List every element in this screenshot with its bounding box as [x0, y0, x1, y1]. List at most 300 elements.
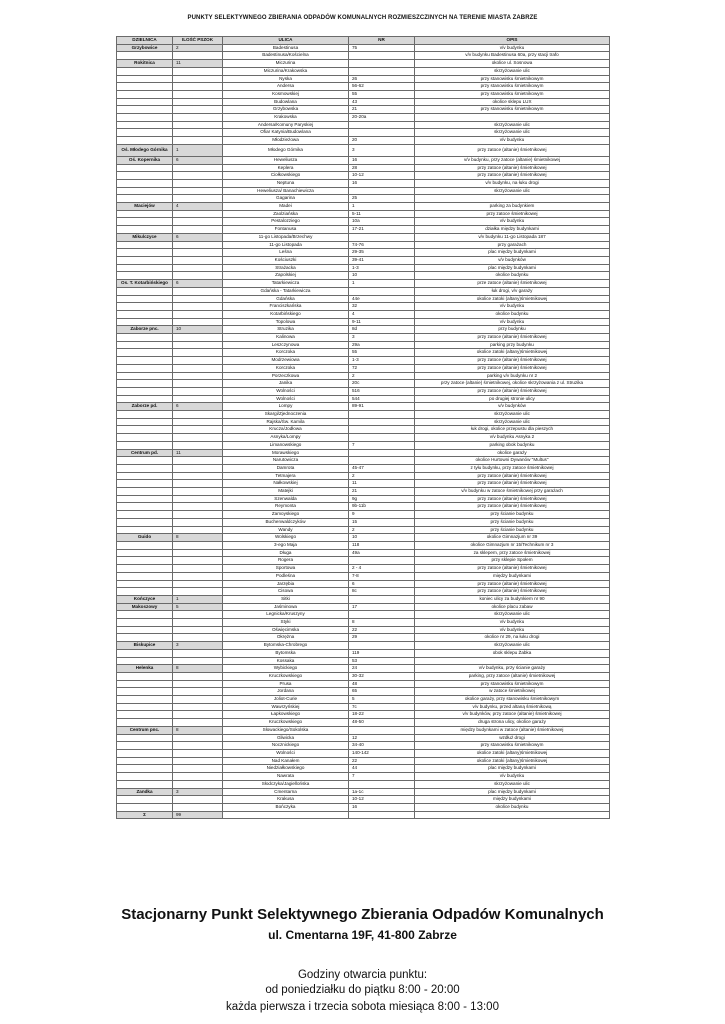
cell-opis: przy stanowisku śmietnikowym [415, 106, 610, 114]
cell-ulica: Madei [223, 203, 349, 211]
table-row [117, 144, 610, 156]
table-row [117, 649, 610, 657]
cell-ilosc [173, 187, 223, 195]
cell-dzielnica [117, 649, 173, 657]
table-row [117, 711, 610, 719]
cell-nr [349, 426, 415, 434]
table-row [117, 218, 610, 226]
cell-ilosc: 6 [173, 156, 223, 164]
cell-opis: obok sklepu Żabka [415, 649, 610, 657]
cell-ilosc [173, 696, 223, 704]
cell-dzielnica [117, 542, 173, 550]
cell-dzielnica [117, 179, 173, 187]
cell-opis: v/v budynku [415, 318, 610, 326]
cell-opis: okolice garaży, przy stanowisku śmietnikowym [415, 696, 610, 704]
cell-ilosc [173, 164, 223, 172]
cell-opis: przy stanowisku śmietnikowym [415, 90, 610, 98]
table-row [117, 137, 610, 145]
cell-nr: 4 [349, 310, 415, 318]
cell-ulica: Miczurina [223, 60, 349, 68]
cell-nr: 9 [349, 511, 415, 519]
cell-ilosc: 1 [173, 595, 223, 603]
cell-nr: 7 [349, 773, 415, 781]
cell-dzielnica [117, 195, 173, 203]
cell-dzielnica [117, 511, 173, 519]
cell-nr: 44 [349, 765, 415, 773]
cell-opis: przy zatoce (altanie) śmietnikowej [415, 503, 610, 511]
table-row [117, 511, 610, 519]
cell-opis: parking, przy zatoce (altanie) śmietnikowej [415, 672, 610, 680]
cell-dzielnica [117, 526, 173, 534]
cell-ilosc [173, 195, 223, 203]
table-row [117, 67, 610, 75]
cell-ulica: Andersa/Komuny Paryskiej [223, 121, 349, 129]
cell-opis: v/v budynków [415, 256, 610, 264]
table-row [117, 310, 610, 318]
table-row [117, 719, 610, 727]
cell-nr [349, 611, 415, 619]
cell-nr [349, 411, 415, 419]
cell-ulica: Neptuna [223, 179, 349, 187]
cell-nr: 34-40 [349, 742, 415, 750]
cell-ilosc [173, 349, 223, 357]
cell-opis: przy zatoce (altanie) śmietnikowej [415, 565, 610, 573]
cell-dzielnica: Kończyce [117, 595, 173, 603]
cell-opis: v/v budynków [415, 403, 610, 411]
cell-ilosc [173, 780, 223, 788]
cell-opis: okolice nr 29, na łuku drogi [415, 634, 610, 642]
cell-nr: 2 [349, 526, 415, 534]
cell-opis: skrzyżowanie ulic [415, 187, 610, 195]
cell-nr: 75 [349, 44, 415, 52]
cell-opis: przy zatoce (altanie) śmietnikowej [415, 588, 610, 596]
cell-opis: skrzyżowanie ulic [415, 611, 610, 619]
cell-dzielnica [117, 264, 173, 272]
cell-dzielnica [117, 518, 173, 526]
table-row [117, 121, 610, 129]
table-row [117, 472, 610, 480]
cell-nr: 43 [349, 98, 415, 106]
cell-ilosc [173, 303, 223, 311]
table-row [117, 542, 610, 550]
cell-ilosc [173, 480, 223, 488]
cell-ulica: Budowlana [223, 98, 349, 106]
footer-address: ul. Cmentarna 19F, 41-800 Zabrze [268, 928, 457, 942]
table-row [117, 495, 610, 503]
cell-opis: okolice garaży [415, 449, 610, 457]
cell-nr: 45-47 [349, 464, 415, 472]
cell-dzielnica [117, 256, 173, 264]
cell-dzielnica [117, 411, 173, 419]
cell-ulica: Struzika [223, 326, 349, 334]
cell-ulica: Leśna [223, 249, 349, 257]
cell-ulica: Kruczkowskiego [223, 719, 349, 727]
table-row [117, 657, 610, 665]
cell-dzielnica [117, 580, 173, 588]
table-row [117, 734, 610, 742]
cell-ilosc [173, 742, 223, 750]
cell-ulica: Cmentarna [223, 788, 349, 796]
table-row [117, 164, 610, 172]
table-row [117, 98, 610, 106]
cell-opis: okolice Gimnazjum nr 39 [415, 534, 610, 542]
cell-ilosc [173, 488, 223, 496]
cell-ulica: Kruczkowskiego [223, 672, 349, 680]
cell-dzielnica: Oś. Młodego Górnika [117, 144, 173, 156]
cell-dzielnica [117, 434, 173, 442]
cell-dzielnica: Maciejów [117, 203, 173, 211]
cell-ilosc [173, 172, 223, 180]
cell-dzielnica: Biskupice [117, 642, 173, 650]
cell-ilosc [173, 796, 223, 804]
cell-ulica: Janika [223, 380, 349, 388]
cell-opis: parking przy budynku [415, 341, 610, 349]
cell-ilosc [173, 426, 223, 434]
cell-ulica: Sportowa [223, 565, 349, 573]
cell-dzielnica [117, 90, 173, 98]
table-row [117, 688, 610, 696]
table-row [117, 765, 610, 773]
cell-ulica: Okrężna [223, 634, 349, 642]
table-row [117, 503, 610, 511]
cell-ulica: Kalinowa [223, 334, 349, 342]
cell-ulica: Limanowskiego [223, 441, 349, 449]
cell-ilosc [173, 703, 223, 711]
table-row [117, 272, 610, 280]
cell-dzielnica [117, 187, 173, 195]
cell-nr: 8 [349, 619, 415, 627]
cell-ulica: Grzybowska [223, 106, 349, 114]
cell-opis: okolice Gimnazjum nr 15/Technikum nr 3 [415, 542, 610, 550]
cell-ulica: Jordana [223, 688, 349, 696]
table-row [117, 634, 610, 642]
cell-dzielnica [117, 572, 173, 580]
cell-nr: 118 [349, 542, 415, 550]
cell-nr: 11 [349, 480, 415, 488]
cell-dzielnica [117, 83, 173, 91]
table-row [117, 580, 610, 588]
cell-ilosc: 11 [173, 449, 223, 457]
cell-ilosc: 8 [173, 665, 223, 673]
cell-opis: v/v budynku, przy zatoce (altanie) śmietnikowej [415, 156, 610, 164]
cell-ulica: 3-ego Maja [223, 542, 349, 550]
table-row [117, 114, 610, 122]
cell-dzielnica [117, 372, 173, 380]
cell-nr: 26 [349, 75, 415, 83]
cell-opis: parking obok budynku [415, 441, 610, 449]
cell-dzielnica [117, 634, 173, 642]
table-header-row [117, 37, 610, 45]
cell-ilosc [173, 114, 223, 122]
cell-dzielnica [117, 67, 173, 75]
table-row [117, 357, 610, 365]
cell-opis: przy stanowisku śmietnikowym [415, 680, 610, 688]
table-row [117, 106, 610, 114]
cell-ilosc [173, 572, 223, 580]
cell-nr: 2 [349, 372, 415, 380]
cell-ulica: Franciszkańska [223, 303, 349, 311]
cell-ulica: Reymonta [223, 503, 349, 511]
cell-opis: przy zatoce (altanie) śmietnikowej [415, 334, 610, 342]
cell-ilosc [173, 83, 223, 91]
cell-ilosc [173, 634, 223, 642]
cell-opis: działka między budynkami [415, 226, 610, 234]
cell-opis: przy sklepie Społem [415, 557, 610, 565]
cell-dzielnica [117, 341, 173, 349]
table-row [117, 295, 610, 303]
cell-dzielnica [117, 75, 173, 83]
cell-nr: 44e [349, 295, 415, 303]
cell-ulica: Keplera [223, 164, 349, 172]
cell-nr: 8d [349, 326, 415, 334]
table-row [117, 83, 610, 91]
table-row [117, 44, 610, 52]
cell-opis: z tyłu budynku, przy zatoce śmietnikowej [415, 464, 610, 472]
cell-ilosc [173, 472, 223, 480]
cell-opis: okolice budynku [415, 272, 610, 280]
cell-nr [349, 233, 415, 241]
cell-ulica: Gliwicka [223, 734, 349, 742]
cell-ilosc [173, 803, 223, 811]
cell-ulica: 11-go Listopada/Brzechwy [223, 233, 349, 241]
cell-ulica: Nałkowskiej [223, 480, 349, 488]
cell-ulica: Wolskiego [223, 534, 349, 542]
cell-ilosc: 6 [173, 280, 223, 288]
table-row [117, 441, 610, 449]
footer-title: Stacjonarny Punkt Selektywnego Zbierania Odpadów Komunalnych [121, 906, 604, 923]
cell-ulica: Nad Kanałem [223, 757, 349, 765]
cell-ilosc [173, 611, 223, 619]
cell-ilosc [173, 619, 223, 627]
cell-ilosc: 11 [173, 60, 223, 68]
cell-nr: 74-76 [349, 241, 415, 249]
cell-ulica: Szenwalda [223, 495, 349, 503]
cell-dzielnica [117, 626, 173, 634]
cell-ulica: Heweliusza/ Banachiewicza [223, 187, 349, 195]
cell-opis: v/v budynku 11-go Listopada 187 [415, 233, 610, 241]
cell-ilosc [173, 749, 223, 757]
cell-nr: 16 [349, 803, 415, 811]
cell-opis: przy garażach [415, 241, 610, 249]
cell-ilosc [173, 264, 223, 272]
cell-ilosc [173, 90, 223, 98]
table-row [117, 757, 610, 765]
cell-nr: 8c [349, 588, 415, 596]
cell-ulica: Bończyka [223, 803, 349, 811]
cell-nr [349, 60, 415, 68]
cell-dzielnica [117, 226, 173, 234]
table-row [117, 626, 610, 634]
cell-ulica: Badestinusa [223, 44, 349, 52]
cell-ilosc [173, 380, 223, 388]
cell-ulica: Jaśminowa [223, 603, 349, 611]
cell-opis: skrzyżowanie ulic [415, 642, 610, 650]
cell-nr [349, 52, 415, 60]
cell-nr: 17-21 [349, 226, 415, 234]
cell-ulica: Morawskiego [223, 449, 349, 457]
table-row [117, 488, 610, 496]
cell-ulica: Oświęcimska [223, 626, 349, 634]
cell-opis: okolice sklepu LUX [415, 98, 610, 106]
cell-opis: łuk drogi, v/v garaży [415, 287, 610, 295]
cell-nr: 21 [349, 106, 415, 114]
cell-dzielnica [117, 364, 173, 372]
cell-opis: v/v budynku [415, 773, 610, 781]
table-row [117, 387, 610, 395]
table-row [117, 680, 610, 688]
table-row [117, 588, 610, 596]
cell-ilosc [173, 734, 223, 742]
cell-ilosc [173, 711, 223, 719]
cell-ilosc [173, 295, 223, 303]
cell-dzielnica [117, 480, 173, 488]
cell-dzielnica [117, 380, 173, 388]
cell-nr: 2 [349, 472, 415, 480]
cell-ilosc [173, 765, 223, 773]
cell-ilosc [173, 773, 223, 781]
cell-nr [349, 287, 415, 295]
cell-ulica: Rogera [223, 557, 349, 565]
cell-nr: 544 [349, 395, 415, 403]
cell-opis: v/v budynku [415, 619, 610, 627]
cell-nr: 140-142 [349, 749, 415, 757]
cell-dzielnica [117, 418, 173, 426]
cell-nr: 16 [349, 179, 415, 187]
cell-ilosc: 10 [173, 326, 223, 334]
cell-ulica: Badestinusa/Kościelna [223, 52, 349, 60]
cell-ulica: Nocznickiego [223, 742, 349, 750]
cell-ulica: Andersa [223, 83, 349, 91]
cell-opis: skrzyżowanie ulic [415, 121, 610, 129]
cell-dzielnica [117, 172, 173, 180]
cell-ulica: Joliot-Curie [223, 696, 349, 704]
cell-ulica: Młodzieżowa [223, 137, 349, 145]
table-row [117, 341, 610, 349]
header-ilosc-pszok: ILOŚĆ PSZOK [173, 37, 223, 45]
cell-dzielnica: Grzybowice [117, 44, 173, 52]
cell-ilosc: 8 [173, 726, 223, 734]
cell-nr [349, 434, 415, 442]
cell-nr: 20c [349, 380, 415, 388]
cell-nr [349, 67, 415, 75]
cell-nr: 29a [349, 341, 415, 349]
cell-ulica: Młodego Górnika [223, 144, 349, 156]
cell-ulica: Tatarkiewicza [223, 280, 349, 288]
cell-nr: 516 [349, 387, 415, 395]
cell-ulica: Bytomska-Chrobrego [223, 642, 349, 650]
header-opis: OPIS [415, 37, 610, 45]
cell-ilosc [173, 121, 223, 129]
table-row [117, 280, 610, 288]
cell-nr: 10-12 [349, 172, 415, 180]
cell-dzielnica [117, 557, 173, 565]
cell-ilosc [173, 256, 223, 264]
cell-dzielnica [117, 114, 173, 122]
table-row [117, 742, 610, 750]
table-row [117, 565, 610, 573]
cell-nr [349, 726, 415, 734]
cell-ilosc [173, 129, 223, 137]
cell-dzielnica [117, 349, 173, 357]
cell-nr: 7 [349, 441, 415, 449]
cell-opis: skrzyżowanie ulic [415, 418, 610, 426]
table-row [117, 703, 610, 711]
cell-dzielnica [117, 464, 173, 472]
cell-ulica: Buchenwaldczyków [223, 518, 349, 526]
table-row [117, 788, 610, 796]
cell-dzielnica [117, 52, 173, 60]
table-row [117, 595, 610, 603]
table-row [117, 349, 610, 357]
cell-dzielnica [117, 98, 173, 106]
cell-ilosc [173, 588, 223, 596]
table-row [117, 60, 610, 68]
header-dzielnica: DZIELNICA [117, 37, 173, 45]
cell-opis: v/v budynku [415, 44, 610, 52]
cell-opis: okolice ul. Sosnowa [415, 60, 610, 68]
cell-ilosc [173, 372, 223, 380]
table-row [117, 796, 610, 804]
cell-opis: druga strona ulicy, okolice garaży [415, 719, 610, 727]
cell-nr: 24 [349, 665, 415, 673]
cell-ulica: Asnyka/Lompy [223, 434, 349, 442]
cell-ilosc [173, 457, 223, 465]
cell-dzielnica: Zandka [117, 788, 173, 796]
cell-ilosc [173, 210, 223, 218]
cell-dzielnica [117, 387, 173, 395]
cell-nr [349, 595, 415, 603]
cell-opis: przy ścianie budynku [415, 518, 610, 526]
cell-opis: plac między budynkami [415, 788, 610, 796]
cell-opis: v/v budynku [415, 218, 610, 226]
cell-opis: przy zatoce (altanie) śmietnikowej, okolice skrzyżowania z ul. Struzika [415, 380, 610, 388]
cell-nr: 39-41 [349, 256, 415, 264]
cell-nr: 25 [349, 195, 415, 203]
cell-ilosc [173, 179, 223, 187]
cell-dzielnica [117, 106, 173, 114]
cell-ulica: Wawrzyńskiej [223, 703, 349, 711]
cell-ilosc [173, 67, 223, 75]
cell-nr: 48-50 [349, 719, 415, 727]
cell-dzielnica: Rokitnica [117, 60, 173, 68]
cell-dzielnica [117, 272, 173, 280]
cell-nr: 12 [349, 734, 415, 742]
cell-opis: łuk drogi, okolice przepustu dla pieszych [415, 426, 610, 434]
cell-opis [415, 195, 610, 203]
cell-ilosc [173, 688, 223, 696]
table-row [117, 264, 610, 272]
cell-ulica: Zaolziańska [223, 210, 349, 218]
footer-hours-saturday: każda pierwsza i trzecia sobota miesiąca 8:00 - 13:00 [226, 1001, 499, 1013]
cell-dzielnica [117, 657, 173, 665]
cell-opis: v/v budynków, przy zatoce (altanie) śmietnikowej [415, 711, 610, 719]
cell-ulica: Wandy [223, 526, 349, 534]
cell-ulica: Kościuszki [223, 256, 349, 264]
cell-ilosc [173, 387, 223, 395]
footer-hours-title: Godziny otwarcia punktu: [297, 969, 428, 981]
cell-ilosc [173, 241, 223, 249]
cell-opis: v/v budynku, przy ścianie garaży [415, 665, 610, 673]
cell-dzielnica: Mikulczyce [117, 233, 173, 241]
cell-opis: przy budynku [415, 326, 610, 334]
cell-ulica: Jarzębia [223, 580, 349, 588]
cell-ulica: Cisowa [223, 588, 349, 596]
cell-ulica: Topolowa [223, 318, 349, 326]
cell-nr: 5 [349, 696, 415, 704]
cell-dzielnica: Makoszowy [117, 603, 173, 611]
cell-ulica: Łapkowskiego [223, 711, 349, 719]
cell-nr [349, 811, 415, 819]
